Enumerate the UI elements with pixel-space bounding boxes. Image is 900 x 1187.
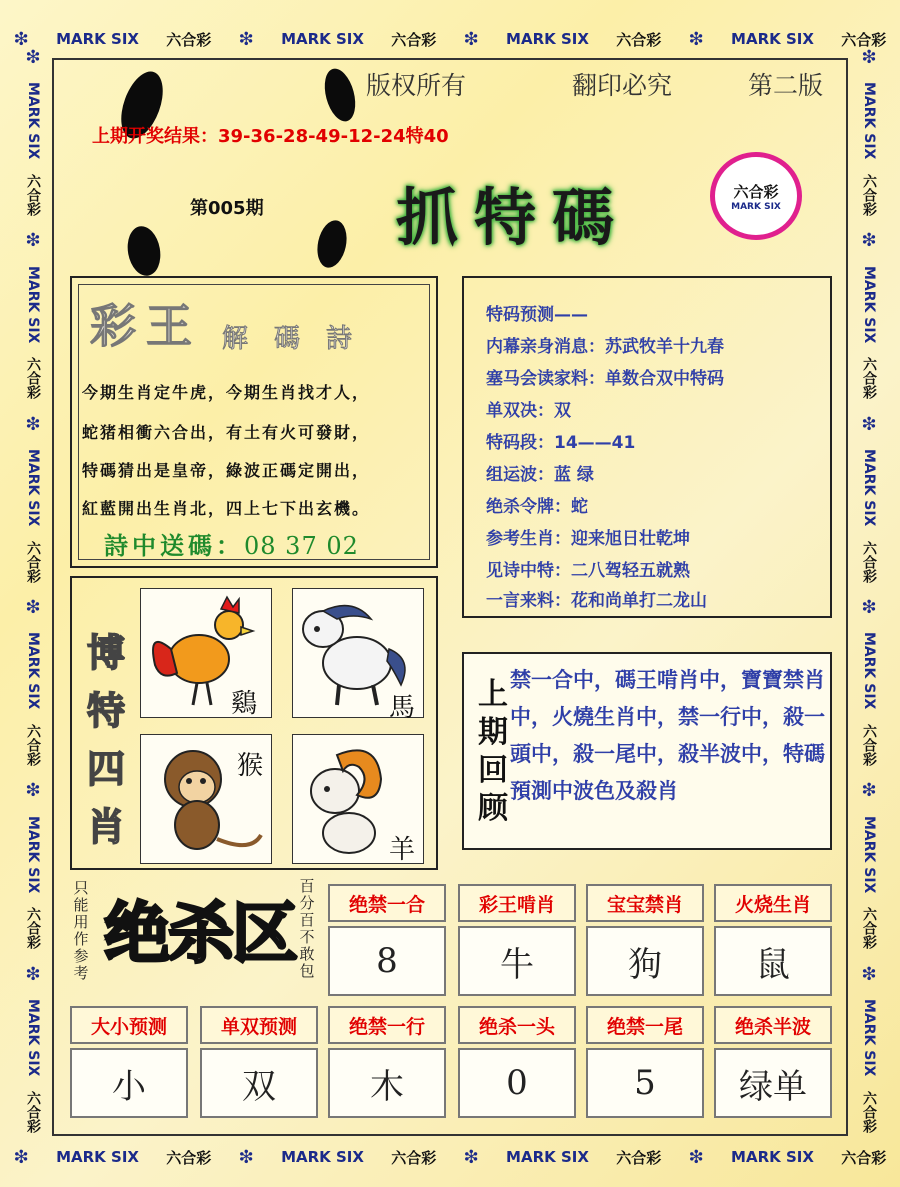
kill-cell-combo	[328, 884, 446, 996]
prediction-line: 一言来料：花和尚单打二龙山	[486, 591, 707, 611]
four-zodiac-box	[70, 576, 438, 870]
zodiac-monkey-label: 猴	[237, 751, 264, 781]
kill-cell-odd-even-prediction	[200, 1006, 318, 1118]
zodiac-horse-label: 馬	[389, 693, 416, 723]
kill-cell-value: 鼠	[714, 926, 832, 996]
reference-only-note: 只能用作参考	[73, 879, 89, 982]
border-brand-en: MARK SIX	[25, 632, 41, 710]
kill-cell-label: 绝禁一行	[328, 1006, 446, 1044]
border-brand-en: MARK SIX	[861, 265, 877, 344]
border-brand-en: MARK SIX	[56, 30, 139, 48]
poem-line: 紅藍開出生肖北，四上七下出玄機。	[82, 499, 371, 518]
border-brand-cn: 六合彩	[861, 724, 877, 767]
kill-cell-head-digit	[458, 1006, 576, 1118]
border-brand-en: MARK SIX	[861, 998, 877, 1077]
border-flower-icon: ❇	[463, 1146, 479, 1168]
border-brand-en: MARK SIX	[281, 30, 364, 48]
kill-cell-baby-zodiac	[586, 884, 704, 996]
border-brand-cn: 六合彩	[25, 1090, 41, 1133]
kill-cell-value: 5	[586, 1048, 704, 1118]
zodiac-horse-cell	[292, 588, 424, 723]
border-brand-cn: 六合彩	[391, 30, 437, 49]
zodiac-goat-label: 羊	[389, 835, 416, 865]
border-brand-cn: 六合彩	[861, 1090, 877, 1133]
prediction-box	[462, 276, 832, 618]
prediction-line: 见诗中特：二八驾轻五就熟	[486, 561, 690, 581]
border-brand-en: MARK SIX	[281, 1148, 364, 1166]
kill-cell-label: 火烧生肖	[714, 884, 832, 922]
poem-title: 彩王	[90, 299, 202, 353]
kill-cell-label: 彩王啃肖	[458, 884, 576, 922]
logo-en-text: MARK SIX	[731, 201, 781, 212]
poem-gift-label: 詩中送碼：	[104, 531, 244, 560]
poem-box	[70, 276, 438, 568]
border-brand-en: MARK SIX	[25, 815, 41, 894]
border-brand-en: MARK SIX	[861, 449, 877, 527]
main-title: 抓特碼	[396, 181, 631, 254]
zodiac-rooster-cell	[140, 588, 272, 718]
border-flower-icon: ❇	[861, 597, 877, 619]
no-guarantee-note: 百分百不敢包	[299, 877, 315, 980]
border-flower-icon: ❇	[25, 47, 41, 69]
border-brand-cn: 六合彩	[861, 540, 877, 583]
border-brand-cn: 六合彩	[166, 30, 212, 49]
border-brand-cn: 六合彩	[841, 1148, 887, 1167]
zodiac-rooster-label: 鷄	[231, 689, 258, 719]
last-period-review-box	[462, 652, 832, 850]
border-flower-icon: ❇	[238, 28, 254, 50]
border-flower-icon: ❇	[861, 963, 877, 985]
border-brand-en: MARK SIX	[861, 82, 877, 160]
border-flower-icon: ❇	[25, 780, 41, 802]
kill-cell-label: 宝宝禁肖	[586, 884, 704, 922]
border-brand-en: MARK SIX	[861, 632, 877, 710]
border-brand-en: MARK SIX	[506, 30, 589, 48]
border-brand-en: MARK SIX	[506, 1148, 589, 1166]
poem-line: 特碼猜出是皇帝，綠波正碼定開出，	[82, 461, 371, 480]
poem-gift-numbers: 08 37 02	[244, 532, 359, 560]
kill-cell-value: 小	[70, 1048, 188, 1118]
kill-cell-element	[328, 1006, 446, 1118]
prediction-line: 参考生肖：迎来旭日壮乾坤	[486, 529, 690, 549]
border-flower-icon: ❇	[25, 963, 41, 985]
kill-cell-value: 狗	[586, 926, 704, 996]
review-text: 禁一合中，碼王啃肖中，寶寶禁肖中，火燒生肖中，禁一行中，殺一頭中，殺一尾中，殺半波中，特碼預測中波色及殺肖	[510, 668, 825, 803]
border-flower-icon: ❇	[688, 28, 704, 50]
prediction-line: 组运波：蓝 绿	[486, 465, 594, 485]
border-brand-cn: 六合彩	[861, 907, 877, 950]
border-brand-cn: 六合彩	[25, 357, 41, 400]
border-flower-icon: ❇	[25, 413, 41, 435]
kill-cell-half-wave	[714, 1006, 832, 1118]
kill-cell-value: 木	[328, 1048, 446, 1118]
kill-cell-value: 牛	[458, 926, 576, 996]
border-brand-cn: 六合彩	[25, 540, 41, 583]
border-brand-cn: 六合彩	[166, 1148, 212, 1167]
copyright-label: 版权所有	[366, 71, 467, 100]
border-flower-icon: ❇	[13, 1146, 29, 1168]
zodiac-goat-cell	[292, 734, 424, 864]
poem-gift-code	[104, 526, 359, 561]
border-brand-en: MARK SIX	[25, 265, 41, 344]
border-flower-icon: ❇	[13, 28, 29, 50]
border-brand-cn: 六合彩	[391, 1148, 437, 1167]
border-brand-cn: 六合彩	[616, 30, 662, 49]
right-border-strip	[852, 40, 886, 1140]
kill-zone-title: 绝杀区	[104, 895, 296, 972]
kill-cell-label: 绝杀半波	[714, 1006, 832, 1044]
kill-cell-fire-zodiac	[714, 884, 832, 996]
prediction-line: 特码段：14——41	[486, 433, 636, 453]
border-flower-icon: ❇	[238, 1146, 254, 1168]
issue-number: 第005期	[190, 198, 264, 219]
border-brand-cn: 六合彩	[25, 907, 41, 950]
border-brand-cn: 六合彩	[861, 174, 877, 217]
kill-cell-king-zodiac	[458, 884, 576, 996]
border-brand-cn: 六合彩	[25, 174, 41, 217]
prediction-line: 绝杀令牌：蛇	[486, 497, 588, 517]
border-brand-cn: 六合彩	[841, 30, 887, 49]
border-flower-icon: ❇	[25, 597, 41, 619]
border-flower-icon: ❇	[861, 230, 877, 252]
border-brand-en: MARK SIX	[25, 998, 41, 1077]
prediction-line: 单双决：双	[486, 401, 571, 421]
kill-cell-value: 绿单	[714, 1048, 832, 1118]
border-flower-icon: ❇	[861, 780, 877, 802]
prediction-line: 塞马会读家料：单数合双中特码	[486, 369, 724, 389]
poem-subtitle: 解碼詩	[222, 324, 379, 354]
poem-line: 今期生肖定牛虎，今期生肖找才人，	[82, 383, 371, 402]
border-brand-en: MARK SIX	[25, 449, 41, 527]
zodiac-monkey-cell	[140, 734, 272, 864]
border-brand-cn: 六合彩	[861, 357, 877, 400]
kill-cell-label: 单双预测	[200, 1006, 318, 1044]
edition-label: 第二版	[748, 71, 824, 100]
top-border-strip	[0, 22, 900, 56]
border-brand-cn: 六合彩	[25, 724, 41, 767]
border-brand-en: MARK SIX	[25, 82, 41, 160]
border-flower-icon: ❇	[861, 47, 877, 69]
border-brand-en: MARK SIX	[56, 1148, 139, 1166]
mark-six-logo	[710, 152, 802, 240]
bottom-border-strip	[0, 1140, 900, 1174]
border-brand-en: MARK SIX	[861, 815, 877, 894]
poem-line: 蛇猪相衝六合出，有土有火可發財，	[82, 423, 371, 442]
border-brand-cn: 六合彩	[616, 1148, 662, 1167]
border-flower-icon: ❇	[861, 413, 877, 435]
kill-cell-value: 8	[328, 926, 446, 996]
kill-cell-label: 绝杀一头	[458, 1006, 576, 1044]
kill-cell-label: 绝禁一合	[328, 884, 446, 922]
logo-cn-text: 六合彩	[733, 182, 779, 201]
border-flower-icon: ❇	[688, 1146, 704, 1168]
review-title: 上期回顾	[478, 677, 508, 826]
kill-cell-size-prediction	[70, 1006, 188, 1118]
kill-cell-tail-digit	[586, 1006, 704, 1118]
border-flower-icon: ❇	[463, 28, 479, 50]
border-flower-icon: ❇	[25, 230, 41, 252]
prediction-line: 特码预测——	[486, 305, 588, 325]
four-zodiac-title: 博特四肖	[86, 630, 125, 849]
border-brand-en: MARK SIX	[731, 30, 814, 48]
left-border-strip	[16, 40, 50, 1140]
last-draw-result: 上期开奖结果：39-36-28-49-12-24特40	[92, 126, 449, 147]
prediction-line: 内幕亲身消息：苏武牧羊十九春	[486, 337, 724, 357]
kill-cell-value: 双	[200, 1048, 318, 1118]
border-brand-en: MARK SIX	[731, 1148, 814, 1166]
kill-cell-label: 大小预测	[70, 1006, 188, 1044]
kill-cell-label: 绝禁一尾	[586, 1006, 704, 1044]
no-reprint-label: 翻印必究	[572, 71, 673, 100]
kill-cell-value: 0	[458, 1048, 576, 1118]
